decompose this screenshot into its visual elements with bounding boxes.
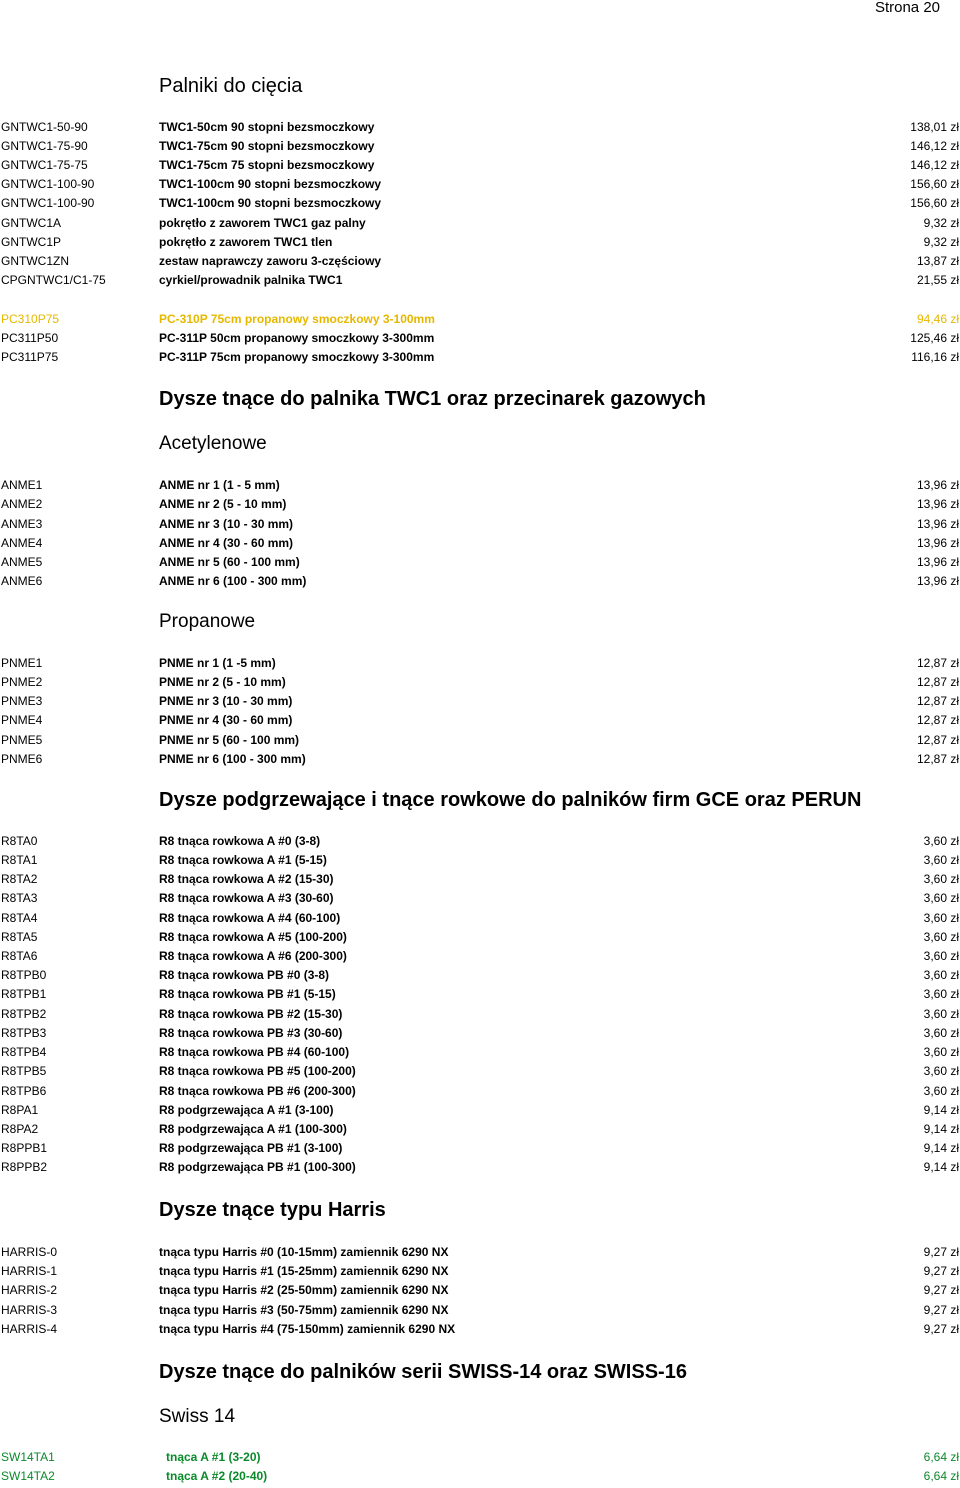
table-row [0,233,960,252]
table-row [0,137,960,156]
table-row [0,1262,960,1281]
product-code: PC310P75 [1,312,60,326]
product-code: CPGNTWC1/C1-75 [1,273,106,287]
product-description: ANME nr 3 (10 - 30 mm) [159,517,294,531]
product-price: 116,16 zł [911,350,959,364]
product-description: TWC1-100cm 90 stopni bezsmoczkowy [159,177,382,191]
product-price: 3,60 zł [923,834,959,848]
product-price: 3,60 zł [923,987,959,1001]
product-code: R8TA4 [1,911,38,925]
product-description: zestaw naprawczy zaworu 3-częściowy [159,254,382,268]
product-description: R8 podgrzewająca PB #1 (3-100) [159,1141,343,1155]
product-code: R8TPB5 [1,1064,47,1078]
product-description: tnąca A #2 (20-40) [166,1469,268,1483]
table-row [0,1320,960,1339]
table-row [0,673,960,692]
section-heading-cutting-torches: Palniki do cięcia [159,75,303,97]
product-description: PNME nr 6 (100 - 300 mm) [159,752,306,766]
product-code: R8TPB1 [1,987,47,1001]
product-description: TWC1-50cm 90 stopni bezsmoczkowy [159,120,375,134]
table-row [0,870,960,889]
product-description: R8 tnąca rowkowa A #5 (100-200) [159,930,347,944]
product-price: 3,60 zł [923,1026,959,1040]
product-price: 13,96 zł [916,536,959,550]
table-row [0,832,960,851]
product-description: ANME nr 1 (1 - 5 mm) [159,478,280,492]
subheading-swiss-14: Swiss 14 [159,1406,236,1427]
product-price: 9,14 zł [923,1103,959,1117]
product-price: 3,60 zł [923,872,959,886]
table-row [0,1101,960,1120]
product-description: ANME nr 5 (60 - 100 mm) [159,555,300,569]
product-description: R8 tnąca rowkowa A #0 (3-8) [159,834,321,848]
section-heading-twc1-nozzles: Dysze tnące do palnika TWC1 oraz przecinarek gazowych [159,388,706,410]
product-code: GNTWC1-100-90 [1,196,95,210]
product-code: PNME3 [1,694,43,708]
product-price: 3,60 zł [923,1084,959,1098]
product-price: 9,27 zł [923,1303,959,1317]
table-row [0,252,960,271]
product-code: R8TPB2 [1,1007,47,1021]
table-row [0,928,960,947]
product-price: 9,27 zł [923,1283,959,1297]
product-description: tnąca typu Harris #1 (15-25mm) zamiennik 6290 NX [159,1264,449,1278]
table-row [0,1062,960,1081]
product-code: PC311P50 [1,331,59,345]
table-row-highlighted [0,1448,960,1467]
table-row [0,194,960,213]
product-description: R8 tnąca rowkowa A #6 (200-300) [159,949,347,963]
product-description: pokrętło z zaworem TWC1 tlen [159,235,333,249]
product-code: ANME6 [1,574,43,588]
product-price: 156,60 zł [910,196,959,210]
product-description: ANME nr 4 (30 - 60 mm) [159,536,294,550]
table-row [0,156,960,175]
product-code: R8TPB3 [1,1026,47,1040]
product-code: ANME4 [1,536,43,550]
product-price: 9,27 zł [923,1264,959,1278]
product-price: 138,01 zł [910,120,959,134]
product-price: 9,14 zł [923,1122,959,1136]
product-price: 9,27 zł [923,1322,959,1336]
product-price: 12,87 zł [916,733,959,747]
table-row [0,1281,960,1300]
table-row [0,851,960,870]
product-code: HARRIS-0 [1,1245,58,1259]
table-row [0,271,960,290]
product-price: 3,60 zł [923,1007,959,1021]
product-code: HARRIS-1 [1,1264,58,1278]
product-price: 3,60 zł [923,891,959,905]
product-code: R8TPB4 [1,1045,47,1059]
table-row [0,1120,960,1139]
product-price: 3,60 zł [923,1064,959,1078]
product-code: GNTWC1-100-90 [1,177,95,191]
product-price: 9,14 zł [923,1160,959,1174]
section-heading-gce-perun-nozzles: Dysze podgrzewające i tnące rowkowe do palników firm GCE oraz PERUN [159,789,862,811]
subheading-propane: Propanowe [159,611,256,632]
product-description: R8 tnąca rowkowa PB #3 (30-60) [159,1026,343,1040]
product-code: GNTWC1-75-75 [1,158,88,172]
product-price: 6,64 zł [923,1450,959,1464]
product-description: R8 podgrzewająca A #1 (100-300) [159,1122,347,1136]
product-code: GNTWC1ZN [1,254,69,268]
product-description: R8 tnąca rowkowa PB #0 (3-8) [159,968,330,982]
table-row [0,476,960,495]
product-description: TWC1-100cm 90 stopni bezsmoczkowy [159,196,382,210]
table-row [0,175,960,194]
product-description: PC-311P 75cm propanowy smoczkowy 3-300mm [159,350,435,364]
table-row [0,1243,960,1262]
product-price: 3,60 zł [923,949,959,963]
table-row-highlighted [0,1467,960,1486]
table-row [0,692,960,711]
table-row-highlighted [0,310,960,329]
product-code: SW14TA1 [1,1450,55,1464]
product-code: R8TA3 [1,891,38,905]
table-row [0,947,960,966]
table-row [0,495,960,514]
product-code: GNTWC1-75-90 [1,139,88,153]
product-description: PNME nr 5 (60 - 100 mm) [159,733,300,747]
product-code: SW14TA2 [1,1469,55,1483]
table-row [0,329,960,348]
table-row [0,750,960,769]
product-price: 12,87 zł [916,675,959,689]
product-price: 12,87 zł [916,694,959,708]
product-description: tnąca typu Harris #3 (50-75mm) zamiennik 6290 NX [159,1303,449,1317]
product-description: R8 tnąca rowkowa PB #5 (100-200) [159,1064,356,1078]
product-description: ANME nr 2 (5 - 10 mm) [159,497,287,511]
table-row [0,889,960,908]
product-price: 94,46 zł [916,312,959,326]
table-row [0,1301,960,1320]
product-code: PNME6 [1,752,43,766]
product-code: R8TA0 [1,834,38,848]
product-price: 3,60 zł [923,968,959,982]
product-price: 13,96 zł [916,517,959,531]
product-price: 3,60 zł [923,911,959,925]
product-code: R8TPB0 [1,968,47,982]
product-price: 13,87 zł [916,254,959,268]
product-description: R8 tnąca rowkowa A #3 (30-60) [159,891,334,905]
table-row [0,1024,960,1043]
product-code: HARRIS-3 [1,1303,58,1317]
product-description: TWC1-75cm 90 stopni bezsmoczkowy [159,139,375,153]
product-price: 3,60 zł [923,853,959,867]
product-description: tnąca typu Harris #2 (25-50mm) zamiennik 6290 NX [159,1283,449,1297]
product-price: 6,64 zł [923,1469,959,1483]
table-row [0,654,960,673]
product-description: TWC1-75cm 75 stopni bezsmoczkowy [159,158,375,172]
product-description: PC-311P 50cm propanowy smoczkowy 3-300mm [159,331,435,345]
product-code: R8TA2 [1,872,38,886]
product-code: R8PA2 [1,1122,39,1136]
product-code: ANME3 [1,517,43,531]
product-code: ANME5 [1,555,43,569]
table-row [0,572,960,591]
product-price: 13,96 zł [916,555,959,569]
product-price: 125,46 zł [910,331,959,345]
product-price: 146,12 zł [910,158,959,172]
product-price: 156,60 zł [910,177,959,191]
page-number: Strona 20 [874,0,940,16]
table-row [0,515,960,534]
product-code: GNTWC1A [1,216,61,230]
product-price: 3,60 zł [923,930,959,944]
product-code: PNME4 [1,713,43,727]
product-price: 21,55 zł [916,273,959,287]
table-row [0,118,960,137]
product-price: 12,87 zł [916,713,959,727]
product-description: PNME nr 1 (1 -5 mm) [159,656,276,670]
table-row [0,1139,960,1158]
product-code: R8TPB6 [1,1084,47,1098]
product-price: 3,60 zł [923,1045,959,1059]
table-row [0,1082,960,1101]
product-description: tnąca A #1 (3-20) [166,1450,261,1464]
product-code: ANME1 [1,478,43,492]
product-code: PNME1 [1,656,43,670]
product-code: PNME2 [1,675,43,689]
product-code: HARRIS-2 [1,1283,58,1297]
table-row [0,348,960,367]
table-row [0,985,960,1004]
product-price: 9,32 zł [923,216,959,230]
product-description: R8 tnąca rowkowa A #1 (5-15) [159,853,327,867]
product-price: 13,96 zł [916,497,959,511]
table-row [0,1043,960,1062]
table-row [0,731,960,750]
section-heading-swiss-nozzles: Dysze tnące do palników serii SWISS-14 oraz SWISS-16 [159,1361,687,1383]
product-price: 9,32 zł [923,235,959,249]
section-heading-harris-nozzles: Dysze tnące typu Harris [159,1199,386,1221]
table-row [0,966,960,985]
product-description: R8 tnąca rowkowa A #2 (15-30) [159,872,334,886]
product-description: R8 tnąca rowkowa A #4 (60-100) [159,911,341,925]
subheading-acetylene: Acetylenowe [159,433,267,454]
product-price: 12,87 zł [916,752,959,766]
table-row [0,909,960,928]
product-description: tnąca typu Harris #4 (75-150mm) zamiennik 6290 NX [159,1322,456,1336]
product-code: GNTWC1-50-90 [1,120,88,134]
table-row [0,1005,960,1024]
product-code: R8PPB2 [1,1160,48,1174]
product-description: PNME nr 4 (30 - 60 mm) [159,713,293,727]
table-row [0,1158,960,1177]
product-description: PNME nr 3 (10 - 30 mm) [159,694,293,708]
product-code: GNTWC1P [1,235,61,249]
table-row [0,553,960,572]
table-row [0,534,960,553]
product-price: 9,27 zł [923,1245,959,1259]
product-price: 13,96 zł [916,478,959,492]
product-price: 12,87 zł [916,656,959,670]
product-code: ANME2 [1,497,43,511]
product-description: R8 podgrzewająca A #1 (3-100) [159,1103,334,1117]
product-code: R8TA6 [1,949,38,963]
product-description: ANME nr 6 (100 - 300 mm) [159,574,307,588]
product-description: R8 tnąca rowkowa PB #4 (60-100) [159,1045,350,1059]
product-price: 13,96 zł [916,574,959,588]
product-code: R8TA5 [1,930,38,944]
product-code: PC311P75 [1,350,59,364]
product-description: PNME nr 2 (5 - 10 mm) [159,675,286,689]
product-code: HARRIS-4 [1,1322,58,1336]
product-description: pokrętło z zaworem TWC1 gaz palny [159,216,366,230]
product-description: PC-310P 75cm propanowy smoczkowy 3-100mm [159,312,435,326]
table-row [0,214,960,233]
table-row [0,711,960,730]
product-description: R8 tnąca rowkowa PB #1 (5-15) [159,987,336,1001]
product-code: PNME5 [1,733,43,747]
product-code: R8TA1 [1,853,38,867]
product-description: R8 tnąca rowkowa PB #6 (200-300) [159,1084,356,1098]
product-code: R8PPB1 [1,1141,48,1155]
product-description: R8 podgrzewająca PB #1 (100-300) [159,1160,356,1174]
product-price: 9,14 zł [923,1141,959,1155]
product-code: R8PA1 [1,1103,39,1117]
product-description: R8 tnąca rowkowa PB #2 (15-30) [159,1007,343,1021]
product-price: 146,12 zł [910,139,959,153]
product-description: cyrkiel/prowadnik palnika TWC1 [159,273,343,287]
product-description: tnąca typu Harris #0 (10-15mm) zamiennik 6290 NX [159,1245,449,1259]
